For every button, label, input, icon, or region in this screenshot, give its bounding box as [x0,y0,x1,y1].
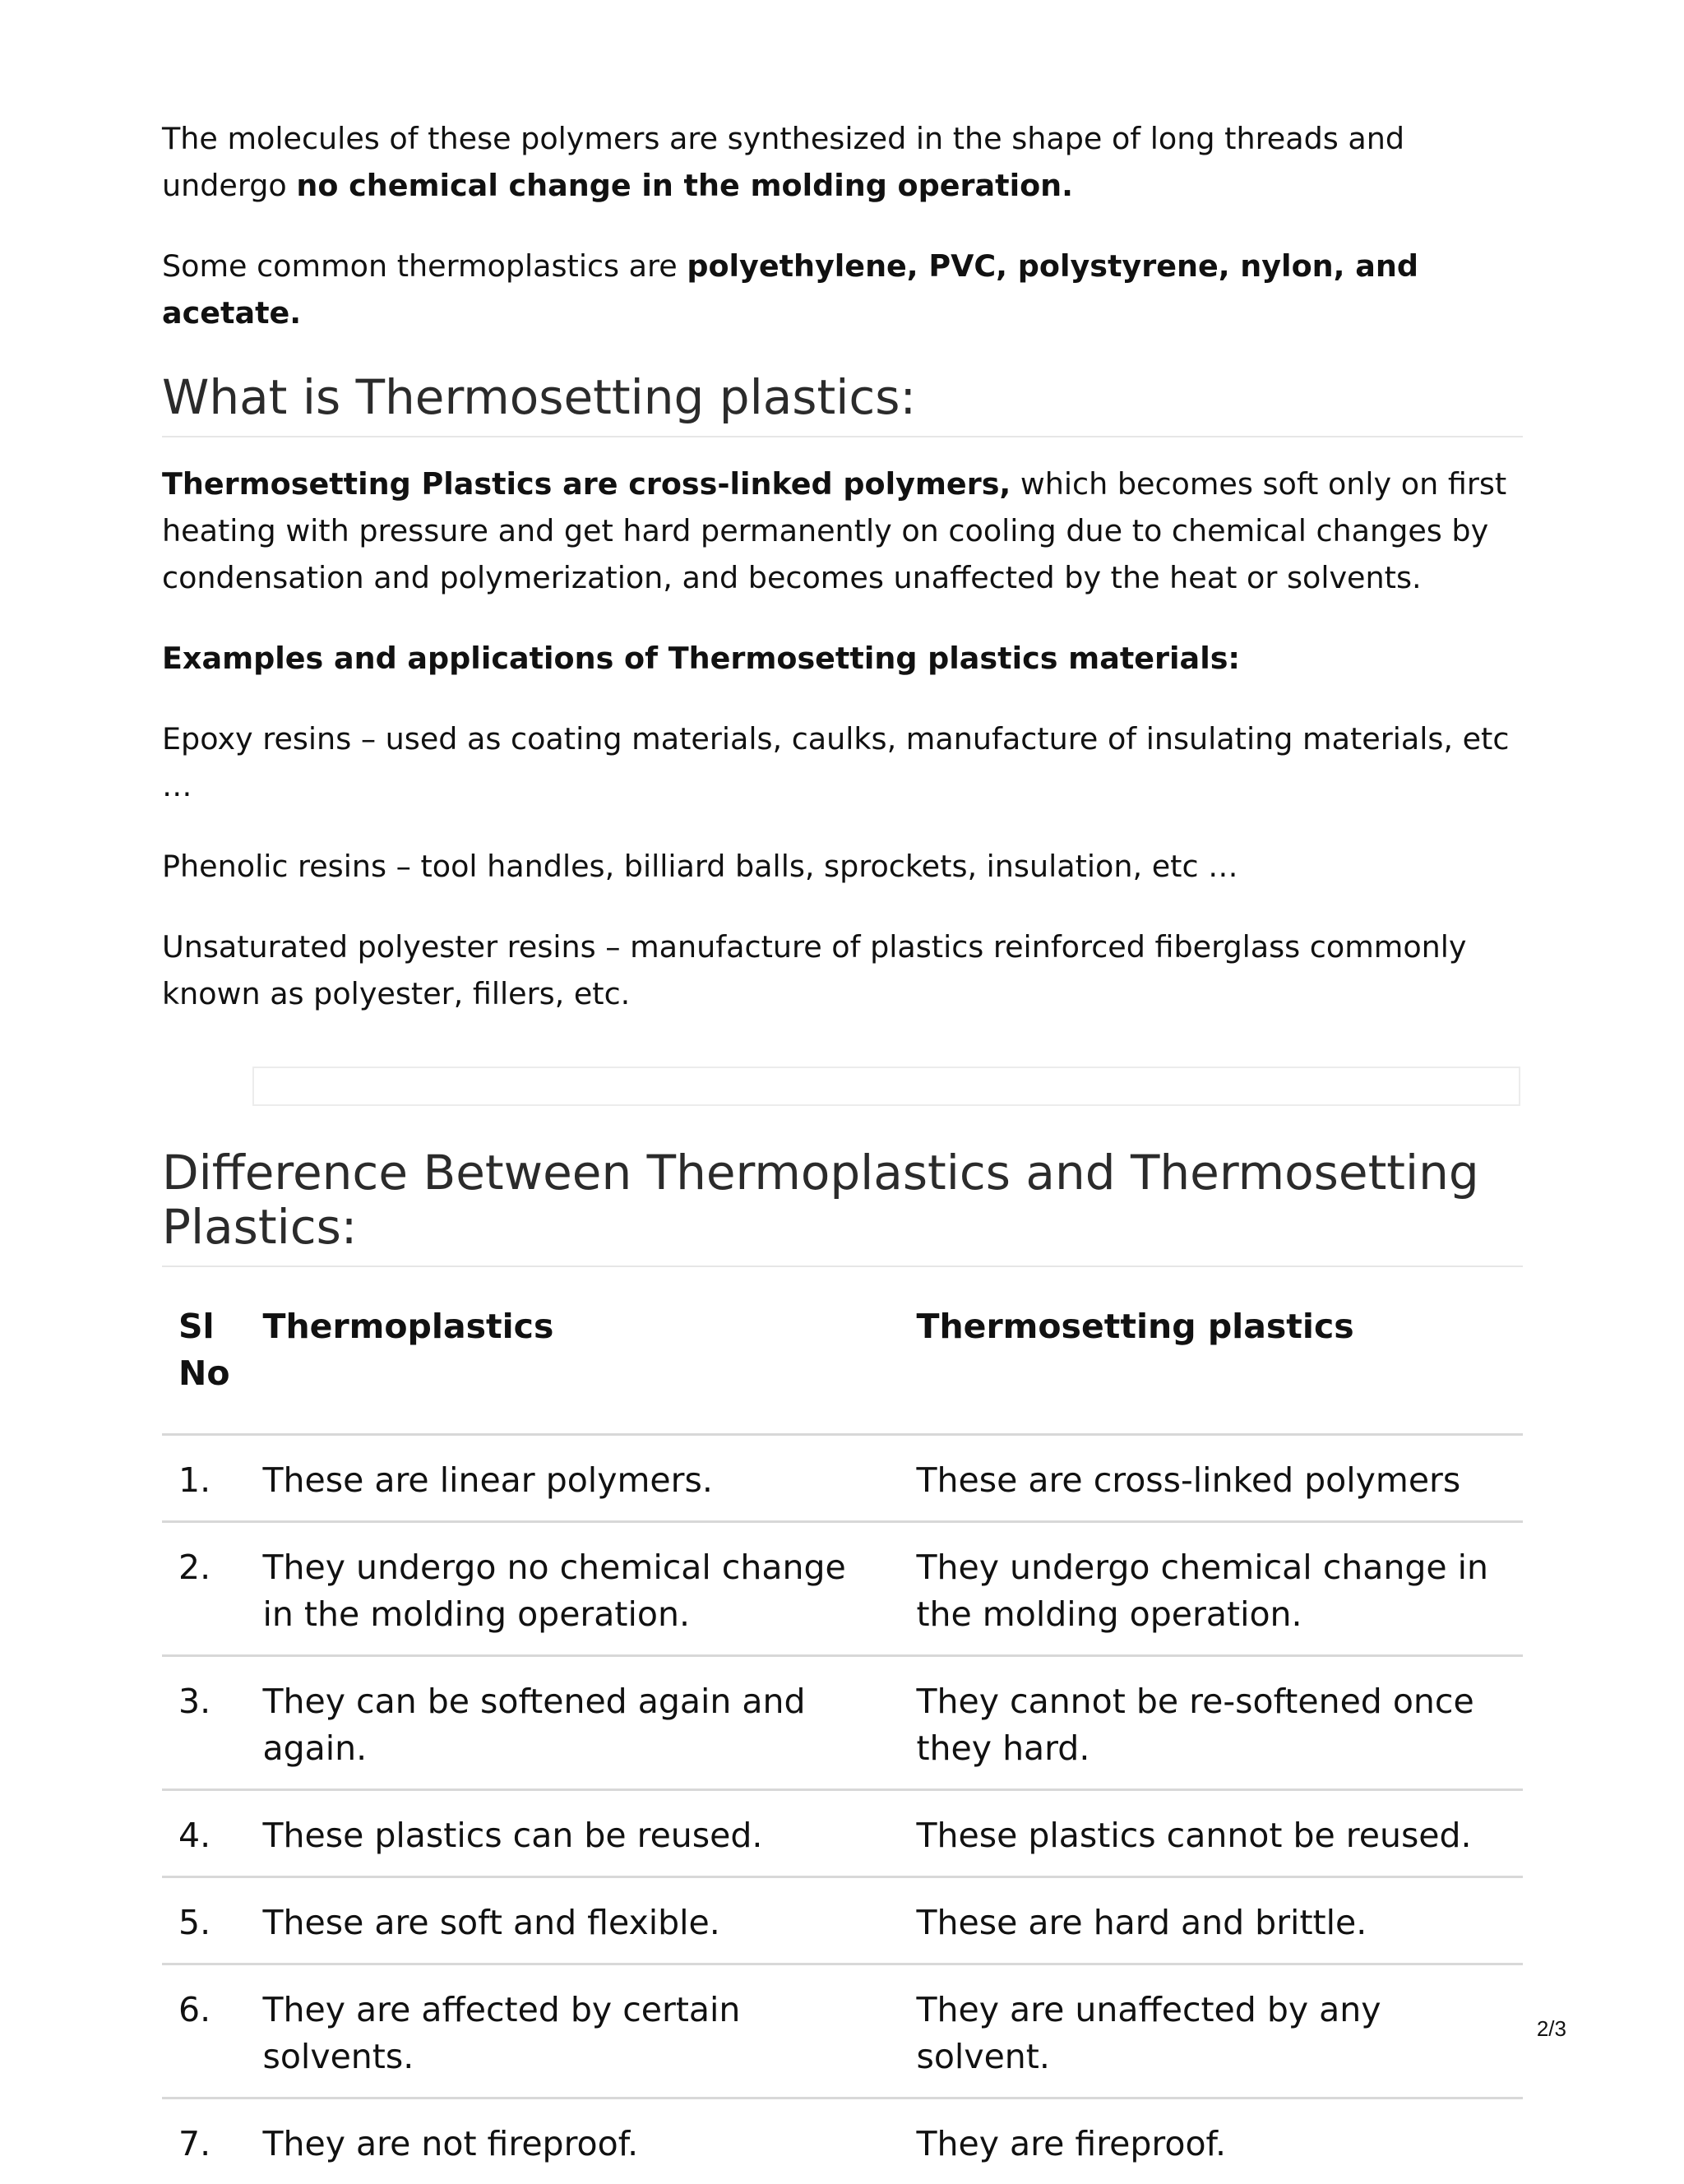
table-cell-sl: 2. [162,1522,246,1656]
thermosetting-definition-text: which becomes soft only on first heating with pressure and get hard permanently on cooling due to chemical changes by condensation and polymerization, and becomes unaffected by the heat or solvents. [162,466,1506,595]
table-row [162,1790,1523,1877]
intro-paragraph-1-bold: no chemical change in the molding operation. [296,168,1073,203]
table-cell-sl: 1. [162,1435,246,1522]
table-cell-sl: 4. [162,1790,246,1877]
ad-placeholder-box [252,1067,1520,1106]
table-row [162,1435,1523,1522]
table-cell-thermosetting: These are hard and brittle. [900,1877,1523,1964]
table-cell-thermoplastics: They are not fireproof. [246,2098,900,2184]
table-header-thermoplastics: Thermoplastics [246,1297,900,1435]
table-row [162,1656,1523,1790]
comparison-table [162,1297,1523,2184]
table-cell-thermoplastics: They can be softened again and again. [246,1656,900,1790]
examples-heading [162,635,1523,682]
table-cell-thermosetting: These plastics cannot be reused. [900,1790,1523,1877]
page-number: 2/3 [1537,2016,1566,2042]
table-cell-thermosetting: They cannot be re-softened once they hard. [900,1656,1523,1790]
example-epoxy: Epoxy resins – used as coating materials, caulks, manufacture of insulating materials, etc … [162,715,1523,809]
table-cell-thermoplastics: They undergo no chemical change in the molding operation. [246,1522,900,1656]
example-phenolic: Phenolic resins – tool handles, billiard balls, sprockets, insulation, etc … [162,843,1523,890]
example-polyester: Unsaturated polyester resins – manufacture of plastics reinforced fiberglass commonly known as polyester, fillers, etc. [162,923,1523,1017]
table-header-sl-no: Sl No [162,1297,246,1435]
table-cell-thermosetting: They are fireproof. [900,2098,1523,2184]
table-cell-sl: 7. [162,2098,246,2184]
examples-heading-text: Examples and applications of Thermosetting plastics materials: [162,641,1240,676]
intro-paragraph-2-text: Some common thermoplastics are [162,248,687,284]
table-cell-thermosetting: They are unaffected by any solvent. [900,1964,1523,2098]
table-cell-thermosetting: They undergo chemical change in the molding operation. [900,1522,1523,1656]
table-header-thermosetting: Thermosetting plastics [900,1297,1523,1435]
thermosetting-definition [162,460,1523,601]
table-cell-sl: 5. [162,1877,246,1964]
table-row [162,1964,1523,2098]
table-cell-sl: 3. [162,1656,246,1790]
intro-paragraph-2 [162,243,1523,336]
table-cell-thermoplastics: They are affected by certain solvents. [246,1964,900,2098]
section-heading-thermosetting: What is Thermosetting plastics: [162,370,1523,437]
table-cell-thermoplastics: These are soft and flexible. [246,1877,900,1964]
section-heading-difference: Difference Between Thermoplastics and Thermosetting Plastics: [162,1145,1523,1267]
table-cell-thermoplastics: These plastics can be reused. [246,1790,900,1877]
table-row [162,1522,1523,1656]
document-content [162,115,1523,2184]
intro-paragraph-2-bold: polyethylene, PVC, polystyrene, nylon, and acetate. [162,248,1418,331]
intro-paragraph-1 [162,115,1523,209]
table-cell-sl: 6. [162,1964,246,2098]
table-cell-thermosetting: These are cross-linked polymers [900,1435,1523,1522]
table-row [162,2098,1523,2184]
table-row [162,1877,1523,1964]
thermosetting-definition-bold: Thermosetting Plastics are cross-linked polymers, [162,466,1011,502]
intro-paragraph-1-text: The molecules of these polymers are synthesized in the shape of long threads and undergo [162,121,1404,203]
table-cell-thermoplastics: These are linear polymers. [246,1435,900,1522]
table-header-row [162,1297,1523,1435]
